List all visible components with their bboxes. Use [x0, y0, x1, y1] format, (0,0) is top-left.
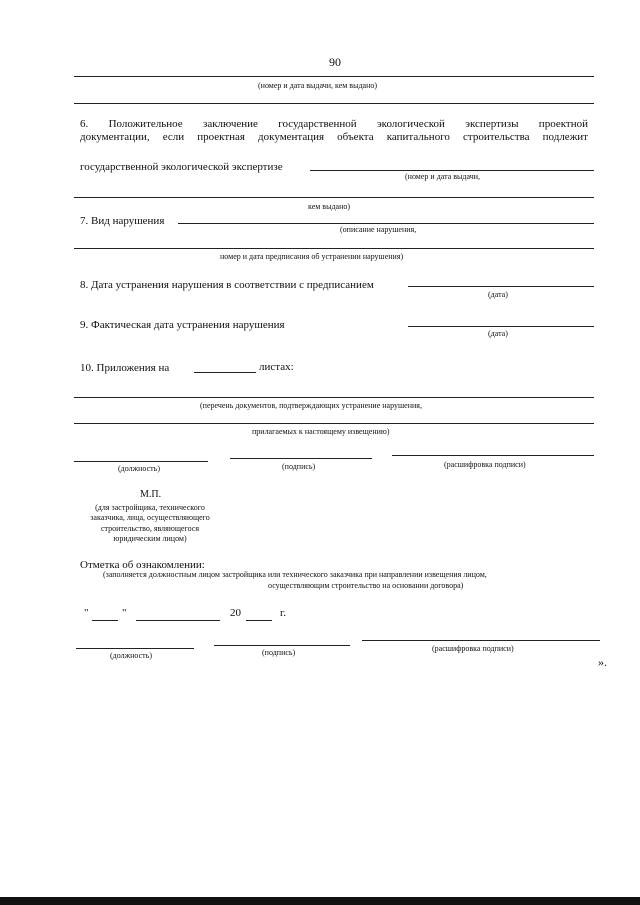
quote-open: " — [84, 607, 89, 619]
stamp-note-line1: (для застройщика, технического — [95, 503, 205, 512]
year-suffix: г. — [280, 607, 287, 619]
planned-date-line[interactable] — [408, 286, 594, 287]
item6-line3: государственной экологической экспертизе — [80, 161, 283, 173]
acknowledgement-note1: (заполняется должностным лицом застройщика или технического заказчика при направлении извещения лицом, — [103, 570, 487, 579]
order-line[interactable] — [74, 248, 594, 249]
acknowledgement-title: Отметка об ознакомлении: — [80, 559, 205, 571]
eco-issuer-line[interactable] — [74, 197, 594, 198]
quote-close: " — [122, 607, 127, 619]
signature-caption-2: (подпись) — [262, 648, 296, 657]
eco-issue-caption: (номер и дата выдачи, — [405, 172, 481, 181]
eco-expertise-line[interactable] — [310, 170, 594, 171]
item8-label: 8. Дата устранения нарушения в соответствии с предписанием — [80, 279, 374, 291]
item7-label: 7. Вид нарушения — [80, 215, 165, 227]
documents-caption: (перечень документов, подтверждающих устранение нарушения, — [200, 401, 422, 410]
issue-line-2[interactable] — [74, 103, 594, 104]
stamp-mp: М.П. — [140, 489, 162, 500]
position-caption-2: (должность) — [110, 651, 152, 660]
stamp-note-line4: юридическим лицом) — [113, 534, 187, 544]
position-caption: (должность) — [118, 464, 160, 473]
day-line[interactable] — [92, 620, 118, 621]
position-line[interactable] — [74, 461, 208, 462]
signature-decode-caption-2: (расшифровка подписи) — [432, 644, 514, 653]
signature-line[interactable] — [230, 458, 372, 459]
year-prefix: 20 — [230, 607, 241, 619]
item10-label-after: листах: — [259, 361, 294, 373]
signature-line-2[interactable] — [214, 645, 350, 646]
item10-label: 10. Приложения на — [80, 362, 170, 374]
order-caption: номер и дата предписания об устранении нарушения) — [220, 252, 404, 261]
signature-decode-caption: (расшифровка подписи) — [444, 460, 526, 469]
stamp-note-line2: заказчика, лица, осуществляющего — [90, 513, 210, 523]
year-line[interactable] — [246, 620, 272, 621]
stamp-note — [70, 503, 230, 545]
signature-decode-line-2[interactable] — [362, 640, 600, 641]
signature-decode-line[interactable] — [392, 455, 594, 456]
violation-caption: (описание нарушения, — [340, 225, 417, 234]
violation-line[interactable] — [178, 223, 594, 224]
attached-line[interactable] — [74, 423, 594, 424]
closing-mark: ». — [598, 655, 607, 669]
documents-line[interactable] — [74, 397, 594, 398]
issue-line[interactable] — [74, 76, 594, 77]
eco-issuer-caption: кем выдано) — [308, 202, 351, 211]
scan-edge — [0, 897, 640, 905]
actual-date-caption: (дата) — [488, 329, 508, 338]
acknowledgement-note2: осуществляющим строительство на основании договора) — [268, 581, 464, 590]
stamp-note-line3: строительство, являющегося — [100, 523, 200, 533]
sheets-count-line[interactable] — [194, 372, 256, 373]
planned-date-caption: (дата) — [488, 290, 508, 299]
month-line[interactable] — [136, 620, 220, 621]
attached-caption: прилагаемых к настоящему извещению) — [252, 427, 390, 436]
item6-line2: документации, если проектная документация объекта капитального строительства подлежит — [80, 131, 588, 143]
actual-date-line[interactable] — [408, 326, 594, 327]
item6-line1: 6. Положительное заключение государственной экологической экспертизы проектной — [80, 118, 588, 130]
issue-caption: (номер и дата выдачи, кем выдано) — [258, 81, 378, 90]
page-number: 90 — [329, 55, 341, 69]
item9-label: 9. Фактическая дата устранения нарушения — [80, 319, 285, 331]
signature-caption: (подпись) — [282, 462, 316, 471]
position-line-2[interactable] — [76, 648, 194, 649]
